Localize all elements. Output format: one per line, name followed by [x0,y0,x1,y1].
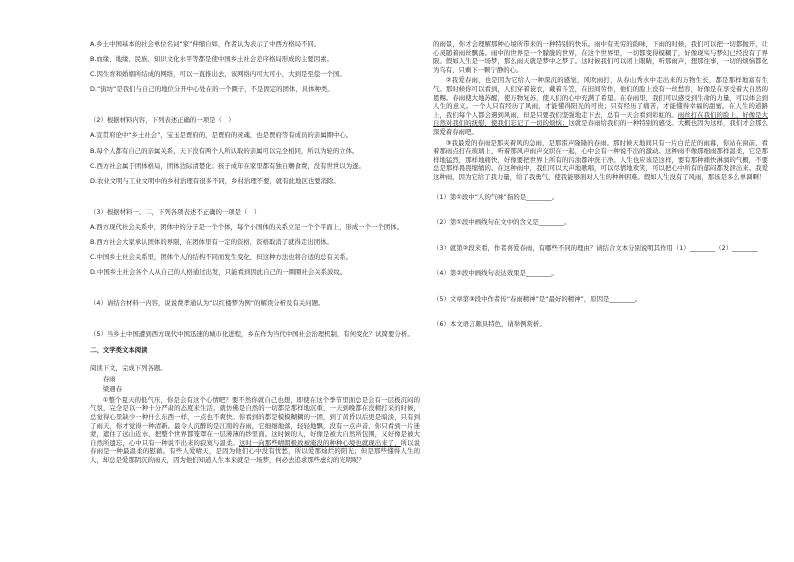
reading-instruction: 阅读下文，完成下列各题。 [90,364,167,373]
question-4: （4）请结合材料一内容，说说费孝通认为“以红楼梦为例”的解读分析及有关问题。 [90,299,325,308]
essay-question-5: （5）文章第③段中作者传“春雨精神”是“最好的精神”，原因是________。 [433,294,642,303]
para2-underlined-sentence: 雨丝打在我们的脸上，好像是大自然对我们的抚慰，使我们忘记了一切的烦恼； [433,110,769,128]
para1-text-a: ①整个夏天的低气压，你是会有这个心情吧？要不然你就自己也想，即使在这个季节里面总是会有一层极沉闷的气氛，完全是以一种十分严肃的态度来生活，就仿佛是自然的一切都是那样地沉重，一天到晚都在没精打采的时候，总觉得心里缺少一种什么东西一样，一点也不爽快。你看到的都是模模糊糊的一团，到了黄昏以后更是暗淡，只有到了雨天，你才觉得一种清新。最令人沉醉的是江南的春雨，它细细地落，轻轻地飘，没有一点声音，你只看到一片迷蒙，遮住了远山近水，把整个世界都笼罩在一层薄薄的纱里面。这时候的人，好像是被大自然所包围，又好像是被大自然所遗忘，心中只有一种说不出来的寂寞与温柔。 [90,395,420,447]
option-q2-a: A.宣贯府论中“乡土社会”，宝玉是贾府的，是贾府的灵魂，也是贾府等有成员的亲属圈中心。 [90,131,353,140]
option-q3-b: B.西方社会大家承认团体的界限，在团体里有一定的资格，资格取消了就得走出团体。 [90,238,333,247]
essay-question-3: （3）就第②段来看，作者喜爱春雨，有哪些不同的理由？请结合文本分别说明其作用（1）________（2）________ [433,243,758,252]
question-5: （5）当乡土中国遭到西方现代中国迅速的城市化进程，乡在作为当代中国社会治理机制，有何变化？试简要分析。 [90,330,414,339]
option-q1-b: B.血缘、地缘、民族、知识文化水平等都是使中国乡土社会差序格局形成的主要因素。 [90,55,333,64]
essay-paragraph-2 [433,76,768,136]
option-q2-c: C.西方社会属于团体格局，团体边际清楚化；孩子成年在家里都有独自赡食费，没有世世以为逐。 [90,161,365,170]
para1-text-b: 所以说春雨是一种最温柔的慰藉。有些人爱晴天，是因为他们心中没有忧愁，所以爱那灿烂的阳光；但是那些懂得人生的人，却总是爱那阴沉的雨天，因为他们知道人生本来就是一场梦，何必去追求那些虚幻的光明呢？ [90,438,421,465]
essay-question-4: （4）第②段中画线句表达效果是________。 [433,269,558,278]
para2-text-b: 这就是春雨给我们的一种特别的感受。大概也因为这样，我们才会那么深爱着春雨吧。 [433,119,769,136]
section-title: 二、文学类文本阅读 [90,345,148,354]
left-column [90,40,420,467]
option-q3-d: D.中国乡土社会各个人从自己的人格通过出发，只能看到因此自己的一圈圈社会关系波纹。 [90,268,347,277]
option-q1-a: A.乡土中国基本的社会单位名词“家”伸缩自如，作者认为表示了中西方格局不同。 [90,40,321,48]
essay-question-2: （2）第①段中画线句在文中的含义是________。 [433,218,571,227]
option-q3-c: C.中国乡土社会关系里，团体个人的结构不同而发生变化，但这种方法也将合适的总有关系。 [90,253,353,262]
essay-paragraph-1 [90,396,420,465]
right-column [433,40,768,329]
option-q1-c: C.因生育和婚姻所结成的网络，可以一直推出去，该网络内可大可小，大到是至偿一个国。 [90,70,346,79]
option-q2-d: D.农业文明与工业文明中的乡村治理有很多不同，乡村治理不要，就有此地区也要消除。 [90,176,340,185]
essay-paragraph-3: ③我最爱的春雨是那夹着风的急雨，是那雷声隆隆的春雨。那时候天地间只有一片白茫茫的雨幕，你站在窗前，看着那雨点打在玻璃上，听着那风声雨声交织在一起，心中会有一种说不出的激动。这种雨不像那细雨那样温柔，它是那样地猛烈，那样地痛快，好像要把世界上所有的污浊都冲洗干净。人生也应该是这样，要有那种痛快淋漓的气概，不要总是那样畏畏缩缩的。在这种雨中，我们可以大声地歌唱，可以尽情地欢笑，可以把心中所有的郁闷都发泄出来。我爱这种雨，因为它给了我力量，给了我勇气，使我能够面对人生的种种困难。假如人生没有了风雨，那该是多么单调啊！ [433,138,768,181]
para1-underlined-sentence: 这时一向那些晴朗极致被淹没的种种心境也就现出来了， [238,438,401,447]
essay-question-1: （1）第①段中“人的气味”指的是________。 [433,192,559,201]
question-3-stem: （3）根据材料一、二，下列各项表述不正确的一项是（ ） [90,207,261,216]
essay-paragraph-1-cont: 的雨景，你才会理解那种心境所带来的一种特别的快乐。雨中有无穷的韵味，下雨的时候，我们可以把一切都抛开，让心灵随着雨丝飘荡。雨中的世界是一个朦胧的世界，在这个世界里，一切都变得模糊了，好像现实与梦幻已经没有了界限。假如人生是一场梦，那么雨天就是梦中之梦了。这时候我们可以闭上眼睛，听那雨声，想那往事，一切的烦恼都化为乌有，只剩下一颗宁静的心。 [433,40,768,74]
option-q3-a: A.西方现代社会关系中，团体中的分子是一个个体，每个小国体的关系立足一个个平面上，形成一个一个团体。 [90,222,404,231]
para2-text-a: ②我爱春雨，也是因为它给人一种深沉的感觉，风吹雨打，从春山秀水中走出来的万物生长，都是那样地富有生气。那时候你可以看到，人们穿着蓑衣，戴着斗笠，在田间劳作，他们的脸上没有一丝愁容，好像是在享受着大自然的恩赐。春雨使大地苏醒，使万物复苏，使人们的心中充满了希望。在春雨里，我们可以感受到生命的力量，可以体会到人生的意义。一个人只有经历了风雨，才能懂得阳光的可贵；只有经历了痛苦，才能懂得幸福的甜蜜。在人生的道路上，我们每个人都会遇到风雨，但是只要我们坚强地走下去，总有一天会看到彩虹的。 [433,76,768,119]
question-2-stem: （2）根据材料内容，下列表述正确的一项是（ ） [90,116,235,125]
essay-author: 梁遇春 [102,385,122,394]
essay-title: 春雨 [102,374,116,383]
essay-question-6: （6）本文语言颇具特色，请举例赏析。 [433,320,546,329]
option-q1-d: D.“街坊”是我们与自己的地位分开中心处在的一个圈子，不是固定的团体，具体种类。 [90,85,334,94]
option-q2-b: B.每个人都有自己的亲属关系，天下没有两个人所认取的亲属可以完全相同，所以为轮的立体。 [90,146,359,155]
